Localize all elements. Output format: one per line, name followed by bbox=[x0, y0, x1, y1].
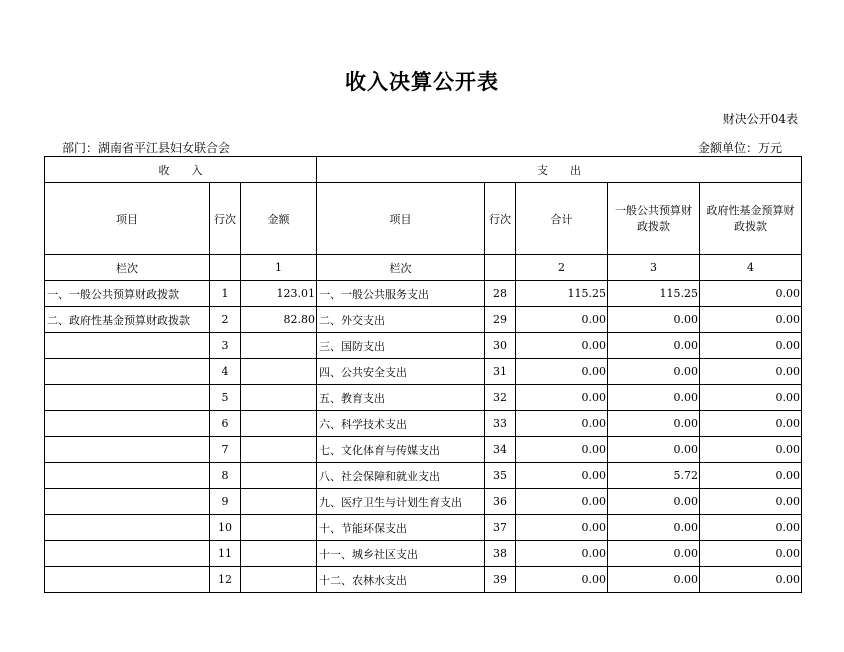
income-row-no-cell: 6 bbox=[210, 411, 241, 437]
expense-item-cell: 三、国防支出 bbox=[317, 333, 485, 359]
expense-item-cell: 二、外交支出 bbox=[317, 307, 485, 333]
income-row-no-cell: 12 bbox=[210, 567, 241, 593]
income-amount-cell bbox=[241, 489, 317, 515]
expense-row-no-cell: 35 bbox=[485, 463, 516, 489]
header-expense-item: 项目 bbox=[317, 183, 485, 255]
header-income-amount: 金额 bbox=[241, 183, 317, 255]
income-item-cell bbox=[45, 541, 210, 567]
income-item-cell: 一、一般公共预算财政拨款 bbox=[45, 281, 210, 307]
income-row-no-cell: 10 bbox=[210, 515, 241, 541]
total-cell: 0.00 bbox=[516, 411, 608, 437]
income-item-cell bbox=[45, 359, 210, 385]
total-cell: 0.00 bbox=[516, 333, 608, 359]
income-amount-cell bbox=[241, 411, 317, 437]
expense-row-no-cell: 30 bbox=[485, 333, 516, 359]
total-cell: 0.00 bbox=[516, 307, 608, 333]
income-section-header: 收 入 bbox=[45, 157, 317, 183]
expense-item-cell: 一、一般公共服务支出 bbox=[317, 281, 485, 307]
column-header-row bbox=[45, 183, 802, 255]
amount-unit-label: 金额单位：万元 bbox=[697, 141, 782, 155]
total-cell: 115.25 bbox=[516, 281, 608, 307]
table-row bbox=[45, 489, 802, 515]
header-general-budget: 一般公共预算财政拨款 bbox=[608, 183, 700, 255]
table-row bbox=[45, 567, 802, 593]
header-income-item: 项目 bbox=[45, 183, 210, 255]
expense-item-cell: 八、社会保障和就业支出 bbox=[317, 463, 485, 489]
page-title: 收入决算公开表 bbox=[345, 69, 499, 94]
total-cell: 0.00 bbox=[516, 385, 608, 411]
header-gov-fund: 政府性基金预算财政拨款 bbox=[700, 183, 802, 255]
general-budget-cell: 0.00 bbox=[608, 359, 700, 385]
expense-item-cell: 六、科学技术支出 bbox=[317, 411, 485, 437]
expense-row-no-cell: 39 bbox=[485, 567, 516, 593]
expense-row-no-cell: 28 bbox=[485, 281, 516, 307]
income-statement-table bbox=[44, 156, 802, 593]
expense-row-no-cell: 31 bbox=[485, 359, 516, 385]
table-row bbox=[45, 541, 802, 567]
expense-section-header: 支 出 bbox=[317, 157, 802, 183]
table-row bbox=[45, 411, 802, 437]
expense-item-cell: 十、节能环保支出 bbox=[317, 515, 485, 541]
income-amount-cell bbox=[241, 437, 317, 463]
income-item-cell bbox=[45, 567, 210, 593]
income-item-cell bbox=[45, 437, 210, 463]
general-budget-cell: 5.72 bbox=[608, 463, 700, 489]
expense-row-no-cell: 36 bbox=[485, 489, 516, 515]
income-item-cell bbox=[45, 515, 210, 541]
expense-item-cell: 十一、城乡社区支出 bbox=[317, 541, 485, 567]
income-amount-cell bbox=[241, 541, 317, 567]
expense-row-no-cell: 32 bbox=[485, 385, 516, 411]
expense-row-no-cell: 34 bbox=[485, 437, 516, 463]
gov-fund-cell: 0.00 bbox=[700, 281, 802, 307]
general-budget-cell: 0.00 bbox=[608, 541, 700, 567]
expense-item-cell: 五、教育支出 bbox=[317, 385, 485, 411]
income-item-cell bbox=[45, 411, 210, 437]
general-budget-cell: 0.00 bbox=[608, 385, 700, 411]
expense-row-no-cell: 33 bbox=[485, 411, 516, 437]
income-row-no-cell: 7 bbox=[210, 437, 241, 463]
general-budget-cell: 0.00 bbox=[608, 307, 700, 333]
gov-fund-cell: 0.00 bbox=[700, 515, 802, 541]
income-amount-cell bbox=[241, 463, 317, 489]
table-row bbox=[45, 359, 802, 385]
general-budget-cell: 0.00 bbox=[608, 489, 700, 515]
table-row bbox=[45, 385, 802, 411]
index-general: 3 bbox=[608, 255, 700, 281]
table-row bbox=[45, 515, 802, 541]
header-total: 合计 bbox=[516, 183, 608, 255]
general-budget-cell: 0.00 bbox=[608, 411, 700, 437]
general-budget-cell: 0.00 bbox=[608, 333, 700, 359]
general-budget-cell: 0.00 bbox=[608, 567, 700, 593]
income-row-no-cell: 5 bbox=[210, 385, 241, 411]
index-total: 2 bbox=[516, 255, 608, 281]
expense-item-cell: 十二、农林水支出 bbox=[317, 567, 485, 593]
index-empty bbox=[210, 255, 241, 281]
income-item-cell: 二、政府性基金预算财政拨款 bbox=[45, 307, 210, 333]
table-row bbox=[45, 437, 802, 463]
income-item-cell bbox=[45, 385, 210, 411]
table-row bbox=[45, 307, 802, 333]
expense-item-cell: 四、公共安全支出 bbox=[317, 359, 485, 385]
income-amount-cell: 123.01 bbox=[241, 281, 317, 307]
general-budget-cell: 115.25 bbox=[608, 281, 700, 307]
general-budget-cell: 0.00 bbox=[608, 515, 700, 541]
expense-row-no-cell: 29 bbox=[485, 307, 516, 333]
income-row-no-cell: 3 bbox=[210, 333, 241, 359]
gov-fund-cell: 0.00 bbox=[700, 333, 802, 359]
total-cell: 0.00 bbox=[516, 463, 608, 489]
income-item-cell bbox=[45, 489, 210, 515]
gov-fund-cell: 0.00 bbox=[700, 359, 802, 385]
form-code: 财决公开04表 bbox=[722, 112, 798, 126]
gov-fund-cell: 0.00 bbox=[700, 489, 802, 515]
income-row-no-cell: 11 bbox=[210, 541, 241, 567]
index-expense-label: 栏次 bbox=[317, 255, 485, 281]
gov-fund-cell: 0.00 bbox=[700, 411, 802, 437]
income-row-no-cell: 4 bbox=[210, 359, 241, 385]
total-cell: 0.00 bbox=[516, 489, 608, 515]
header-income-row-no: 行次 bbox=[210, 183, 241, 255]
section-header-row bbox=[45, 157, 802, 183]
total-cell: 0.00 bbox=[516, 437, 608, 463]
income-row-no-cell: 2 bbox=[210, 307, 241, 333]
column-index-row bbox=[45, 255, 802, 281]
total-cell: 0.00 bbox=[516, 567, 608, 593]
income-row-no-cell: 1 bbox=[210, 281, 241, 307]
income-amount-cell bbox=[241, 385, 317, 411]
income-item-cell bbox=[45, 463, 210, 489]
index-amount: 1 bbox=[241, 255, 317, 281]
total-cell: 0.00 bbox=[516, 359, 608, 385]
expense-row-no-cell: 38 bbox=[485, 541, 516, 567]
gov-fund-cell: 0.00 bbox=[700, 437, 802, 463]
department-label: 部门：湖南省平江县妇女联合会 bbox=[62, 141, 231, 155]
gov-fund-cell: 0.00 bbox=[700, 463, 802, 489]
general-budget-cell: 0.00 bbox=[608, 437, 700, 463]
table-row bbox=[45, 463, 802, 489]
table-row bbox=[45, 333, 802, 359]
income-amount-cell: 82.80 bbox=[241, 307, 317, 333]
total-cell: 0.00 bbox=[516, 515, 608, 541]
index-expense-empty bbox=[485, 255, 516, 281]
gov-fund-cell: 0.00 bbox=[700, 307, 802, 333]
income-row-no-cell: 9 bbox=[210, 489, 241, 515]
income-amount-cell bbox=[241, 567, 317, 593]
income-amount-cell bbox=[241, 515, 317, 541]
total-cell: 0.00 bbox=[516, 541, 608, 567]
table-row bbox=[45, 281, 802, 307]
expense-row-no-cell: 37 bbox=[485, 515, 516, 541]
expense-item-cell: 七、文化体育与传媒支出 bbox=[317, 437, 485, 463]
gov-fund-cell: 0.00 bbox=[700, 541, 802, 567]
header-expense-row-no: 行次 bbox=[485, 183, 516, 255]
gov-fund-cell: 0.00 bbox=[700, 567, 802, 593]
income-amount-cell bbox=[241, 359, 317, 385]
index-fund: 4 bbox=[700, 255, 802, 281]
income-row-no-cell: 8 bbox=[210, 463, 241, 489]
gov-fund-cell: 0.00 bbox=[700, 385, 802, 411]
index-label: 栏次 bbox=[45, 255, 210, 281]
income-amount-cell bbox=[241, 333, 317, 359]
expense-item-cell: 九、医疗卫生与计划生育支出 bbox=[317, 489, 485, 515]
income-item-cell bbox=[45, 333, 210, 359]
